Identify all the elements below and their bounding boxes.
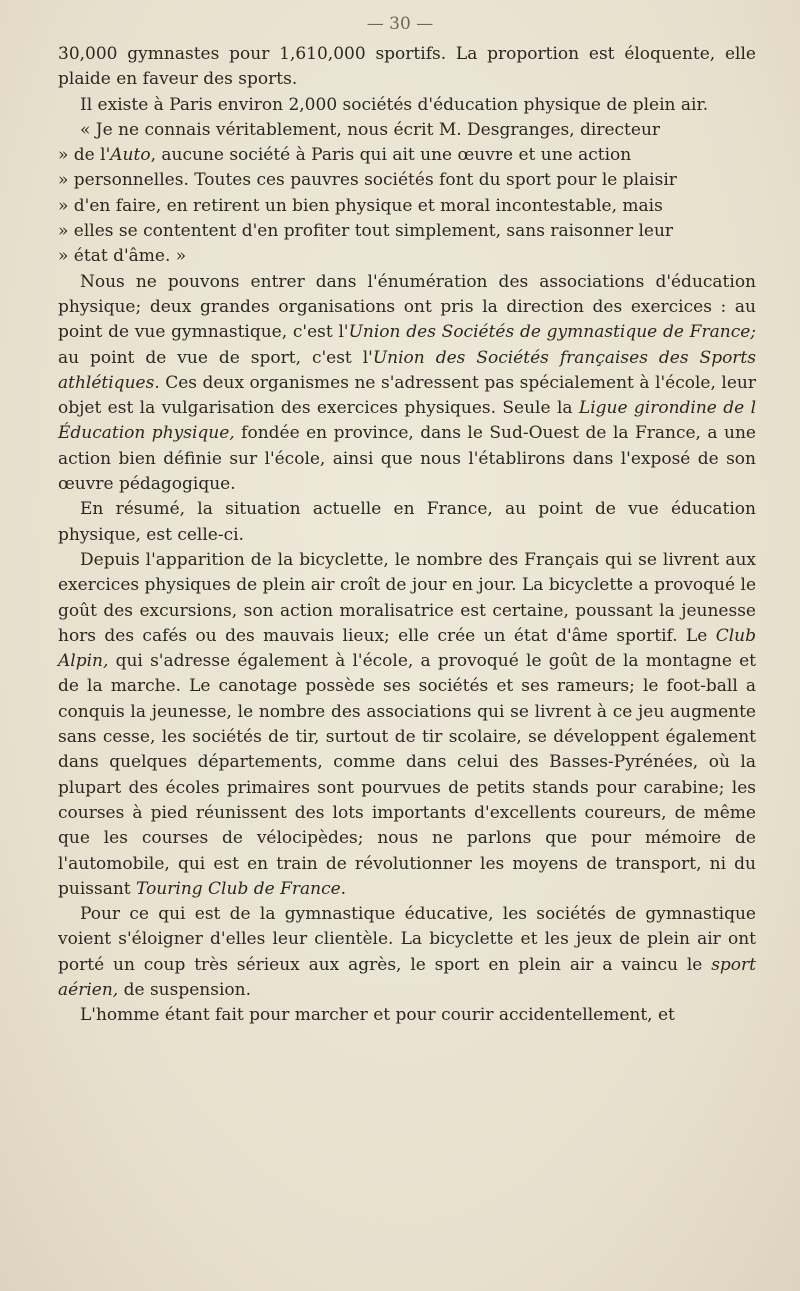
union-sports-athletiques: Union des Sociétés françaises des Sports athlétiques: [58, 347, 756, 393]
paragraph-4: Nous ne pouvons entrer dans l'énumération des associations d'éducation physique; deux grandes organisations ont pris la direction des exercices : au point de vue gymnastique, c'est l'Union des Sociétés de gymnastique de France; au point de vue de sport, c'est l'Union des Sociétés françaises des Sports athlétiques. Ces deux organismes ne s'adressent pas spécialement à l'école, leur objet est la vulgarisation des exercices physiques. Seule la Ligue girondine de l Éducation physique, fondée en province, dans le Sud-Ouest de la France, a une action bien définie sur l'école, ainsi que nous l'établirons dans l'exposé de son œuvre pédagogique.: [58, 271, 757, 495]
club-alpin: Club Alpin,: [58, 625, 756, 672]
quote-line-4: » d'en faire, en retirent un bien physique et moral incontestable, mais: [58, 195, 663, 216]
body-text: [58, 42, 756, 1029]
quote-line-6: » état d'âme. »: [58, 246, 187, 267]
page-number: — 30 —: [366, 14, 434, 34]
paragraph-8: L'homme étant fait pour marcher et pour courir accidentellement, et: [80, 1005, 675, 1026]
quote-line-1: « Je ne connais véritablement, nous écrit M. Desgranges, directeur: [80, 119, 661, 140]
paragraph-6: Depuis l'apparition de la bicyclette, le nombre des Français qui se livrent aux exercices physiques de plein air croît de jour en jour. La bicyclette a provoqué le goût des excursions, son action moralisatrice est certaine, poussant la jeunesse hors des cafés ou des mauvais lieux; elle crée un état d'âme sportif. Le Club Alpin, qui s'adresse également à l'école, a provoqué le goût de la montagne et de la marche. Le canotage possède ses sociétés et ses rameurs; le foot-ball a conquis la jeunesse, le nombre des associations qui se livrent à ce jeu augmente sans cesse, les sociétés de tir, surtout de tir scolaire, se développent également dans quelques départements, comme dans celui des Basses-Pyrénées, où la plupart des écoles primaires sont pourvues de petits stands pour carabine; les courses à pied réunissent des lots importants d'excellents coureurs, de même que les courses de vélocipèdes; nous ne parlons que pour mémoire de l'automobile, qui est en train de révolutionner les moyens de transport, ni du puissant Touring Club de France.: [58, 549, 756, 899]
paragraph-7: Pour ce qui est de la gymnastique éducative, les sociétés de gymnastique voient s'éloigner d'elles leur clientèle. La bicyclette et les jeux de plein air ont porté un coup très sérieux aux agrès, le sport en plein air a vaincu le sport aérien, de suspension.: [58, 904, 756, 1000]
paragraph-2: Il existe à Paris environ 2,000 sociétés d'éducation physique de plein air.: [80, 94, 709, 115]
quote-line-3: » personnelles. Toutes ces pauvres sociétés font du sport pour le plaisir: [58, 170, 677, 191]
publication-title-auto: Auto: [110, 145, 151, 166]
paragraph-1: 30,000 gymnastes pour 1,610,000 sportifs. La proportion est éloquente, elle plaide en faveur des sports.: [58, 44, 756, 90]
touring-club: Touring Club de France.: [136, 878, 347, 899]
union-gymnastique: Union des Sociétés de gymnastique de France;: [348, 322, 757, 343]
quote-line-2: » de l'Auto, aucune société à Paris qui ait une œuvre et une action: [58, 145, 632, 166]
paragraph-5: En résumé, la situation actuelle en France, au point de vue éducation physique, est celle-ci.: [58, 499, 756, 545]
sport-aerien: sport aérien,: [58, 954, 756, 1000]
quote-line-5: » elles se contentent d'en profiter tout simplement, sans raisonner leur: [58, 221, 674, 242]
ligue-girondine: Ligue girondine de l Éducation physique,: [58, 398, 757, 444]
